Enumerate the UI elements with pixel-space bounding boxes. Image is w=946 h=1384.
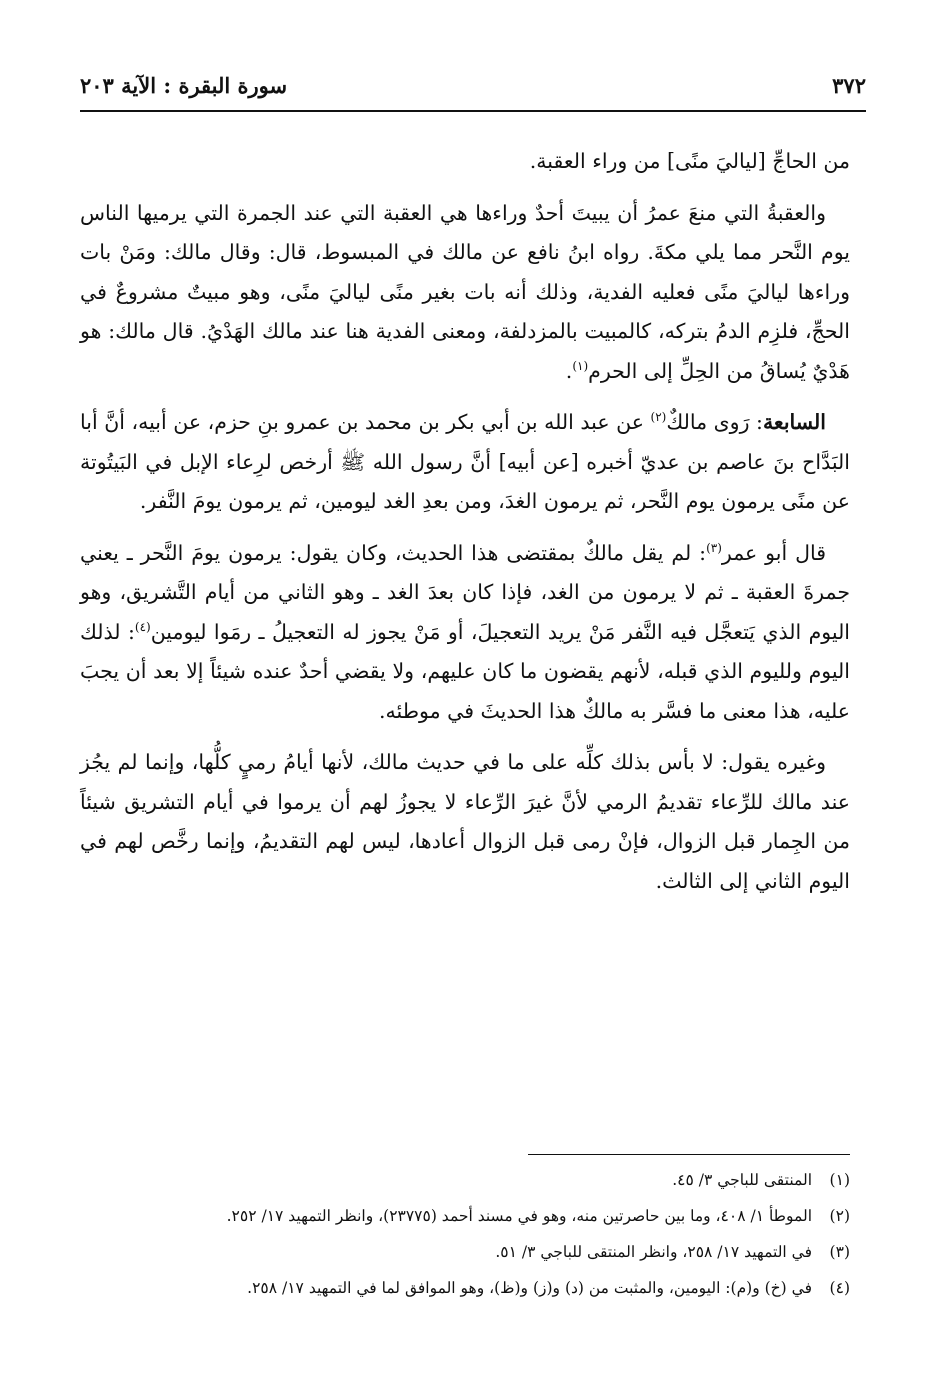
header-rule bbox=[80, 110, 866, 112]
footnote-text: الموطأ ١/ ٤٠٨، وما بين حاصرتين منه، وهو في مسند أحمد (٢٣٧٧٥)، وانظر التمهيد ١٧/ ٢٥٢. bbox=[226, 1207, 812, 1225]
paragraph-3 bbox=[80, 403, 850, 522]
paragraph-4 bbox=[80, 534, 850, 732]
paragraph-4-text-a: قال أبو عمر bbox=[721, 540, 827, 565]
section-lead: السابعة bbox=[762, 410, 826, 434]
footnote-ref-2: (٢) bbox=[650, 410, 667, 425]
footnote-1 bbox=[80, 1162, 850, 1198]
paragraph-5: وغيره يقول: لا بأس بذلك كلِّه على ما في حديث مالك، لأنها أيامُ رميٍ كلُّها، وإنما لم يجُز عند مالك للرِّعاء تقديمُ الرمي لأنَّ غيرَ الرِّعاء لا يجوزُ لهم أن يرموا في أيام التشريق شيئاً من الجِمار قبل الزوال، فإنْ رمى قبل الزوال أعادها، ليس لهم التقديمُ، وإنما رخَّص لهم في اليوم الثاني إلى الثالث. bbox=[80, 750, 850, 893]
paragraph-1: من الحاجِّ [لياليَ منًى] من وراء العقبة. bbox=[529, 149, 850, 173]
footnote-number: (٤) bbox=[829, 1279, 850, 1297]
footnote-number: (٢) bbox=[829, 1207, 850, 1225]
paragraph-2 bbox=[80, 194, 850, 392]
footnote-2 bbox=[80, 1198, 850, 1234]
footnote-text: في التمهيد ١٧/ ٢٥٨، وانظر المنتقى للباجي ٣/ ٥١. bbox=[495, 1243, 812, 1261]
footnote-text: المنتقى للباجي ٣/ ٤٥. bbox=[672, 1171, 812, 1189]
footnote-ref-4: (٤) bbox=[134, 619, 151, 634]
paragraph-3-text-b: عن عبد الله بن أبي بكر بن محمد بن عمرو بنِ حزم، عن أبيه، أنَّ أبا البَدَّاح بنَ عاصم بن عديّ أخبره [عن أبيه] أنَّ رسول الله ﷺ أرخص لرِعاء الإبل في البَيتُوتة عن منًى يرمون يوم النَّحر، ثم يرمون الغدَ، ومن بعدِ الغد ليومين، ثم يرمون يومَ النَّفر. bbox=[80, 410, 850, 513]
running-head bbox=[80, 58, 866, 98]
footnote-4 bbox=[80, 1270, 850, 1306]
paragraph-4-text-c: : لذلك اليوم ولليوم الذي قبله، لأنهم يقضون ما كان عليهم، ولا يقضي أحدٌ عنده شيئاً إلا بعد أن يجبَ عليه، هذا معنى ما فسَّر به مالكٌ هذا الحديثَ في موطئه. bbox=[80, 619, 850, 723]
page-number: ٣٧٢ bbox=[832, 73, 866, 98]
running-title: سورة البقرة : الآية ٢٠٣ bbox=[80, 73, 288, 98]
paragraph-4-text-b: : لم يقل مالكٌ بمقتضى هذا الحديث، وكان يقول: يرمون يومَ النَّحر ـ يعني جمرةَ العقبة ـ ثم لا يرمون من الغد، فإذا كان بعدَ الغد ـ وهو الثاني من أيام التَّشريق، وهو اليوم الذي يَتعجَّل فيه النَّفر مَنْ يريد التعجيلَ، أو مَنْ يجوز له التعجيلُ ـ رمَوا ليومين bbox=[80, 540, 851, 644]
main-text bbox=[80, 142, 850, 913]
paragraph-2-end: . bbox=[565, 358, 573, 383]
paragraph-3-text-a: : رَوى مالكٌ bbox=[666, 410, 763, 434]
paragraph-2-text: والعقبةُ التي منعَ عمرُ أن يبيتَ أحدٌ وراءها هي العقبة التي عند الجمرة التي يرميها الناس يوم النَّحر مما يلي مكةَ. رواه ابنُ نافع عن مالك في المبسوط، قال: وقال مالك: ومَنْ بات وراءها لياليَ منًى فعليه الفدية، وذلك أنه بات بغير منًى لياليَ منًى، وهو مبيتٌ مشروعٌ في الحجِّ، فلزِم الدمُ بتركه، كالمبيت بالمزدلفة، ومعنى الفدية هنا عند مالك الهَدْيُ. قال مالك: هو هَدْيٌ يُساقُ من الحِلِّ إلى الحرم bbox=[80, 200, 850, 383]
footnote-number: (١) bbox=[829, 1171, 850, 1189]
footnote-ref-3: (٣) bbox=[706, 540, 722, 555]
footnote-rule bbox=[528, 1154, 850, 1155]
footnote-text: في (خ) و(م): اليومين، والمثبت من (د) و(ز) و(ظ)، وهو الموافق لما في التمهيد ١٧/ ٢٥٨. bbox=[247, 1279, 812, 1297]
footnote-number: (٣) bbox=[829, 1243, 850, 1261]
footnotes bbox=[80, 1162, 850, 1306]
footnote-ref-1: (١) bbox=[572, 358, 589, 373]
footnote-3 bbox=[80, 1234, 850, 1270]
